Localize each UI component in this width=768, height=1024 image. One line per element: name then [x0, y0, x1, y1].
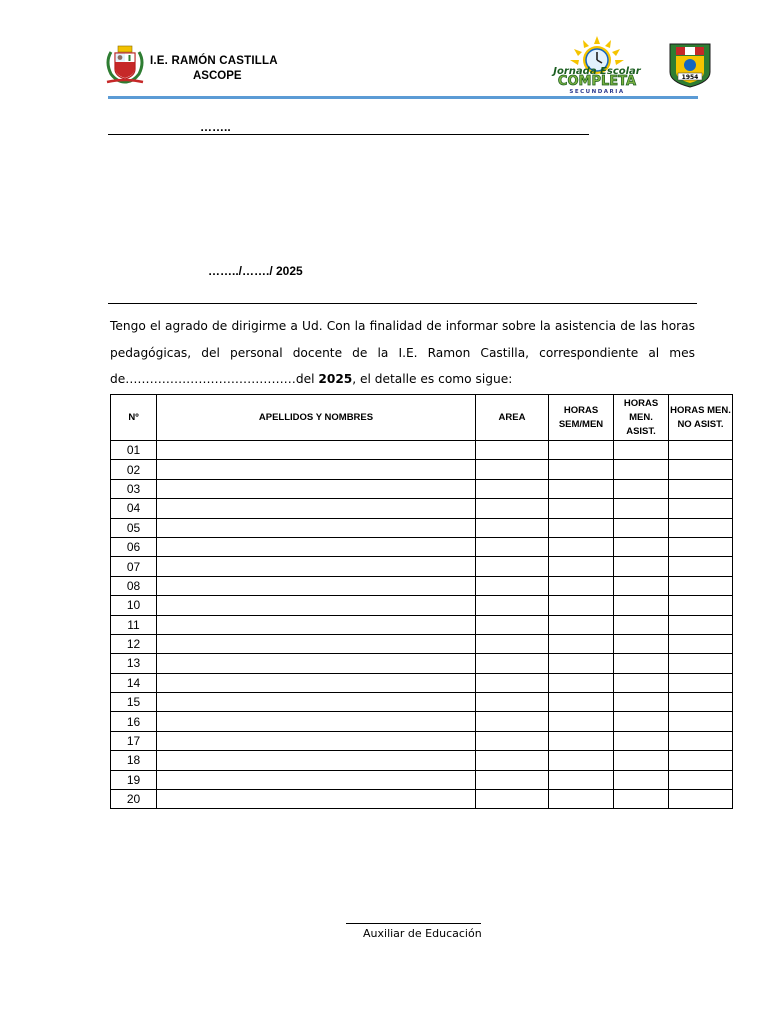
cell-hours-attended[interactable]: [614, 790, 669, 809]
table-row: [111, 460, 733, 479]
cell-area[interactable]: [476, 460, 549, 479]
cell-hours-sem-men[interactable]: [549, 615, 614, 634]
table-row: [111, 712, 733, 731]
table-row: [111, 770, 733, 789]
header-area: AREA: [476, 395, 549, 441]
table-row: [111, 499, 733, 518]
cell-hours-attended[interactable]: [614, 460, 669, 479]
attendance-table: [110, 394, 733, 809]
cell-hours-sem-men[interactable]: [549, 557, 614, 576]
signature-line: [346, 923, 481, 924]
table-row: [111, 790, 733, 809]
cell-number: 13: [111, 654, 157, 673]
cell-hours-sem-men[interactable]: [549, 537, 614, 556]
table-row: [111, 557, 733, 576]
cell-hours-not-attended[interactable]: [669, 441, 733, 460]
cell-area[interactable]: [476, 634, 549, 653]
cell-hours-attended[interactable]: [614, 499, 669, 518]
header-hours-attended: HORAS MEN. ASIST.: [614, 395, 669, 441]
cell-hours-not-attended[interactable]: [669, 634, 733, 653]
cell-hours-attended[interactable]: [614, 712, 669, 731]
cell-number: 20: [111, 790, 157, 809]
cell-hours-sem-men[interactable]: [549, 673, 614, 692]
cell-hours-attended[interactable]: [614, 731, 669, 750]
cell-area[interactable]: [476, 790, 549, 809]
paragraph-part1: Tengo el agrado de dirigirme a Ud. Con la finalidad de informar sobre la asistencia de las horas pedagógicas, del personal docente de la I.E. Ramon Castilla, correspondiente al mes de……………………………………del: [110, 319, 695, 386]
school-shield-logo: [668, 42, 712, 88]
cell-names[interactable]: [157, 673, 476, 692]
cell-hours-sem-men[interactable]: [549, 518, 614, 537]
cell-hours-attended[interactable]: [614, 518, 669, 537]
cell-number: 17: [111, 731, 157, 750]
table-row: [111, 751, 733, 770]
cell-hours-attended[interactable]: [614, 615, 669, 634]
cell-number: 10: [111, 596, 157, 615]
cell-hours-not-attended[interactable]: [669, 693, 733, 712]
header-names: APELLIDOS Y NOMBRES: [157, 395, 476, 441]
cell-hours-not-attended[interactable]: [669, 731, 733, 750]
cell-area[interactable]: [476, 576, 549, 595]
cell-hours-sem-men[interactable]: [549, 693, 614, 712]
body-paragraph: [110, 313, 695, 393]
cell-hours-sem-men[interactable]: [549, 460, 614, 479]
cell-hours-attended[interactable]: [614, 693, 669, 712]
table-row: [111, 654, 733, 673]
cell-number: 18: [111, 751, 157, 770]
cell-hours-not-attended[interactable]: [669, 557, 733, 576]
cell-area[interactable]: [476, 479, 549, 498]
cell-area[interactable]: [476, 441, 549, 460]
cell-hours-sem-men[interactable]: [549, 731, 614, 750]
cell-hours-attended[interactable]: [614, 654, 669, 673]
reference-line: [108, 134, 589, 135]
cell-hours-not-attended[interactable]: [669, 751, 733, 770]
table-row: [111, 615, 733, 634]
table-row: [111, 596, 733, 615]
school-name: I.E. RAMÓN CASTILLA: [150, 55, 278, 67]
cell-names[interactable]: [157, 790, 476, 809]
cell-number: 15: [111, 693, 157, 712]
cell-hours-sem-men[interactable]: [549, 576, 614, 595]
header-hours-sem-men: HORAS SEM/MEN: [549, 395, 614, 441]
cell-area[interactable]: [476, 712, 549, 731]
cell-hours-attended[interactable]: [614, 770, 669, 789]
logo-line2: COMPLETA: [557, 74, 637, 89]
subject-line: [108, 303, 697, 304]
cell-hours-sem-men[interactable]: [549, 751, 614, 770]
cell-names[interactable]: [157, 479, 476, 498]
cell-hours-not-attended[interactable]: [669, 460, 733, 479]
cell-number: 01: [111, 441, 157, 460]
cell-area[interactable]: [476, 673, 549, 692]
cell-number: 11: [111, 615, 157, 634]
cell-hours-not-attended[interactable]: [669, 537, 733, 556]
cell-hours-sem-men[interactable]: [549, 634, 614, 653]
cell-area[interactable]: [476, 537, 549, 556]
cell-area[interactable]: [476, 557, 549, 576]
cell-hours-sem-men[interactable]: [549, 654, 614, 673]
cell-hours-attended[interactable]: [614, 751, 669, 770]
logo-line1: Jornada Escolar: [553, 66, 641, 77]
logo-line3: SECUNDARIA: [569, 89, 625, 95]
cell-number: 16: [111, 712, 157, 731]
cell-hours-sem-men[interactable]: [549, 770, 614, 789]
header-rule: [108, 96, 698, 99]
cell-hours-attended[interactable]: [614, 557, 669, 576]
cell-names[interactable]: [157, 460, 476, 479]
table-row: [111, 634, 733, 653]
cell-area[interactable]: [476, 615, 549, 634]
cell-names[interactable]: [157, 731, 476, 750]
cell-hours-attended[interactable]: [614, 479, 669, 498]
cell-number: 07: [111, 557, 157, 576]
cell-area[interactable]: [476, 751, 549, 770]
cell-hours-sem-men[interactable]: [549, 441, 614, 460]
header-number: Nº: [111, 395, 157, 441]
paragraph-year: 2025: [318, 372, 353, 386]
cell-names[interactable]: [157, 770, 476, 789]
table-row: [111, 441, 733, 460]
cell-names[interactable]: [157, 693, 476, 712]
cell-names[interactable]: [157, 751, 476, 770]
cell-hours-not-attended[interactable]: [669, 499, 733, 518]
cell-number: 06: [111, 537, 157, 556]
school-city: ASCOPE: [193, 70, 242, 82]
cell-hours-attended[interactable]: [614, 634, 669, 653]
cell-hours-not-attended[interactable]: [669, 654, 733, 673]
cell-names[interactable]: [157, 537, 476, 556]
cell-names[interactable]: [157, 576, 476, 595]
table-header-row: [111, 395, 733, 441]
table-body: [111, 441, 733, 809]
table-row: [111, 479, 733, 498]
cell-number: 02: [111, 460, 157, 479]
cell-hours-sem-men[interactable]: [549, 596, 614, 615]
cell-hours-not-attended[interactable]: [669, 518, 733, 537]
cell-area[interactable]: [476, 499, 549, 518]
cell-names[interactable]: [157, 557, 476, 576]
cell-number: 12: [111, 634, 157, 653]
cell-names[interactable]: [157, 615, 476, 634]
header-hours-not-attended: HORAS MEN. NO ASIST.: [669, 395, 733, 441]
cell-hours-attended[interactable]: [614, 537, 669, 556]
cell-hours-attended[interactable]: [614, 441, 669, 460]
table-row: [111, 673, 733, 692]
cell-number: 14: [111, 673, 157, 692]
cell-area[interactable]: [476, 596, 549, 615]
cell-area[interactable]: [476, 693, 549, 712]
cell-number: 08: [111, 576, 157, 595]
table-row: [111, 576, 733, 595]
table-row: [111, 518, 733, 537]
cell-names[interactable]: [157, 441, 476, 460]
cell-names[interactable]: [157, 634, 476, 653]
cell-hours-not-attended[interactable]: [669, 479, 733, 498]
cell-area[interactable]: [476, 518, 549, 537]
cell-names[interactable]: [157, 712, 476, 731]
reference-dots: ……..: [200, 120, 231, 134]
cell-hours-not-attended[interactable]: [669, 712, 733, 731]
date-field: ……../……./ 2025: [208, 264, 303, 278]
cell-hours-attended[interactable]: [614, 596, 669, 615]
cell-names[interactable]: [157, 596, 476, 615]
cell-number: 05: [111, 518, 157, 537]
cell-hours-attended[interactable]: [614, 576, 669, 595]
cell-hours-not-attended[interactable]: [669, 770, 733, 789]
cell-hours-sem-men[interactable]: [549, 479, 614, 498]
cell-hours-sem-men[interactable]: [549, 790, 614, 809]
cell-names[interactable]: [157, 518, 476, 537]
cell-names[interactable]: [157, 499, 476, 518]
cell-number: 19: [111, 770, 157, 789]
cell-hours-sem-men[interactable]: [549, 712, 614, 731]
cell-area[interactable]: [476, 654, 549, 673]
cell-hours-not-attended[interactable]: [669, 790, 733, 809]
cell-number: 04: [111, 499, 157, 518]
jornada-escolar-completa-logo: [538, 36, 656, 96]
peru-coat-of-arms-logo: [103, 42, 147, 84]
cell-hours-attended[interactable]: [614, 673, 669, 692]
cell-hours-sem-men[interactable]: [549, 499, 614, 518]
cell-hours-not-attended[interactable]: [669, 576, 733, 595]
cell-area[interactable]: [476, 770, 549, 789]
cell-hours-not-attended[interactable]: [669, 615, 733, 634]
signature-label: Auxiliar de Educación: [363, 927, 482, 940]
table-row: [111, 693, 733, 712]
cell-names[interactable]: [157, 654, 476, 673]
cell-hours-not-attended[interactable]: [669, 596, 733, 615]
shield-year: 1954: [681, 74, 699, 81]
cell-hours-not-attended[interactable]: [669, 673, 733, 692]
table-row: [111, 731, 733, 750]
table-row: [111, 537, 733, 556]
paragraph-part2: , el detalle es como sigue:: [352, 372, 513, 386]
cell-number: 03: [111, 479, 157, 498]
cell-area[interactable]: [476, 731, 549, 750]
